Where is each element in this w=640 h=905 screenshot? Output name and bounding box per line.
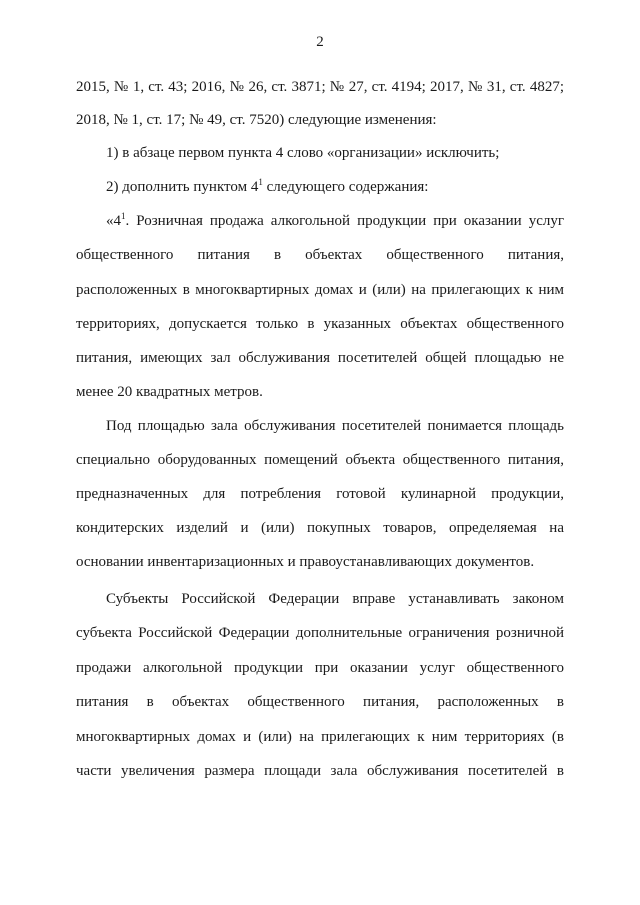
text-line: 2018, № 1, ст. 17; № 49, ст. 7520) следующие изменения:	[76, 112, 437, 128]
superscript: 1	[258, 177, 263, 187]
text-line: субъекта Российской Федерации дополнительные ограничения розничной	[76, 625, 564, 641]
list-item-line: 1) в абзаце первом пункта 4 слово «организации» исключить;	[106, 145, 500, 161]
paragraph-first-line: Субъекты Российской Федерации вправе устанавливать законом	[106, 591, 564, 607]
text-line: предназначенных для потребления готовой кулинарной продукции,	[76, 486, 564, 502]
text-fragment: . Розничная продажа алкогольной продукции при оказании услуг	[125, 213, 564, 229]
text-line: части увеличения размера площади зала обслуживания посетителей в	[76, 763, 564, 779]
superscript: 1	[121, 211, 126, 221]
text-line: питания, имеющих зал обслуживания посетителей общей площадью не	[76, 350, 564, 366]
text-line: 2015, № 1, ст. 43; 2016, № 26, ст. 3871; № 27, ст. 4194; 2017, № 31, ст. 4827;	[76, 79, 564, 95]
text-line: расположенных в многоквартирных домах и (или) на прилегающих к ним	[76, 282, 564, 298]
text-line: основании инвентаризационных и правоустанавливающих документов.	[76, 554, 535, 570]
text-line: специально оборудованных помещений объекта общественного питания,	[76, 452, 564, 468]
text-fragment: «4	[106, 213, 121, 229]
text-line: питания в объектах общественного питания, расположенных в	[76, 694, 564, 710]
text-line: многоквартирных домах и (или) на прилегающих к ним территориях (в	[76, 729, 564, 745]
paragraph-first-line: Под площадью зала обслуживания посетителей понимается площадь	[106, 418, 564, 434]
list-item-line	[106, 178, 564, 196]
paragraph-first-line	[106, 212, 564, 230]
page-number: 2	[316, 34, 324, 50]
text-line: кондитерских изделий и (или) покупных товаров, определяемая на	[76, 520, 564, 536]
text-fragment: следующего содержания:	[262, 179, 429, 195]
text-line: менее 20 квадратных метров.	[76, 384, 263, 400]
text-line: территориях, допускается только в указанных объектах общественного	[76, 316, 564, 332]
text-fragment: 2) дополнить пунктом 4	[106, 179, 259, 195]
text-line: общественного питания в объектах общественного питания,	[76, 247, 564, 263]
text-line: продажи алкогольной продукции при оказании услуг общественного	[76, 660, 564, 676]
